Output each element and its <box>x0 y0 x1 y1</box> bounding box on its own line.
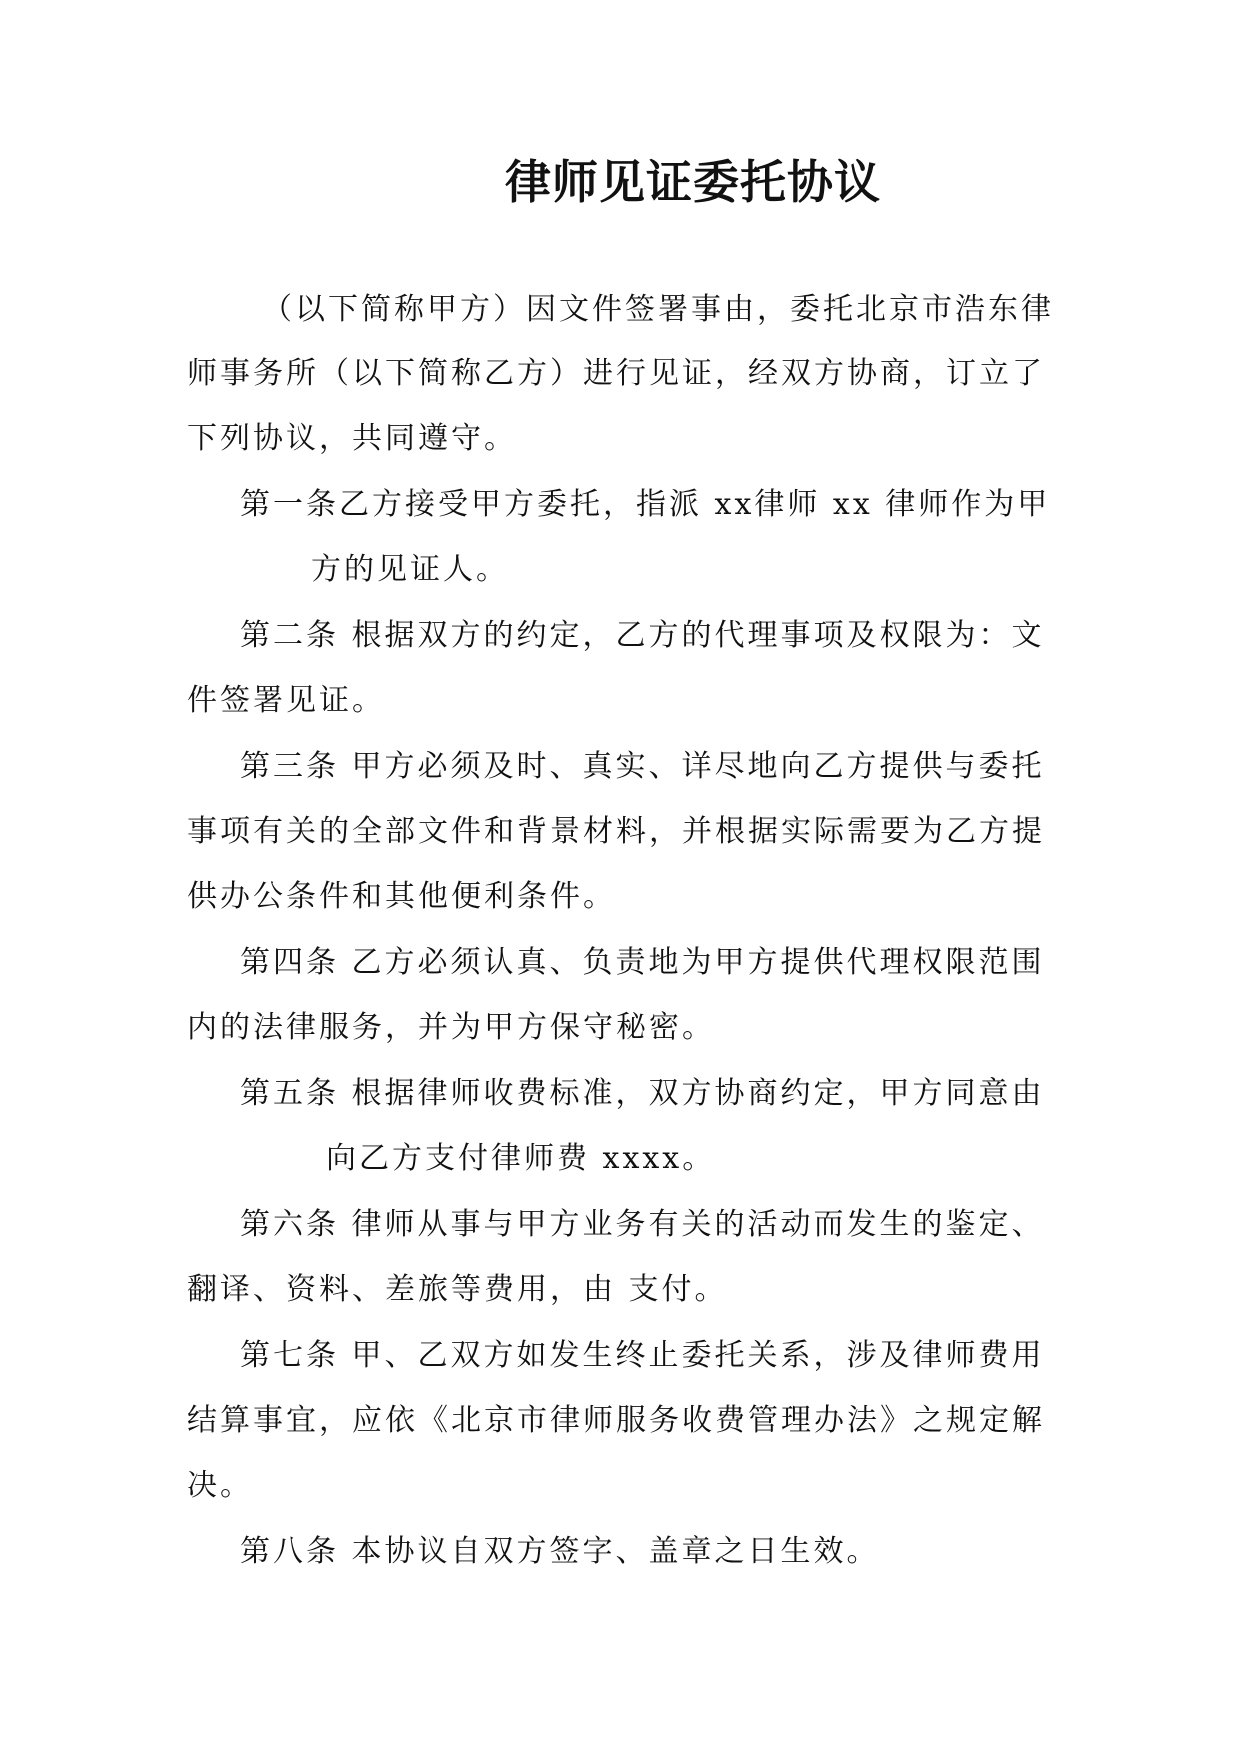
clause-2-line: 件签署见证。 <box>187 683 385 718</box>
clause-6-line: 第六条 律师从事与甲方业务有关的活动而发生的鉴定、 <box>240 1207 1045 1242</box>
clause-5-line: 向乙方支付律师费 xxxx。 <box>326 1141 716 1176</box>
clause-3-line: 第三条 甲方必须及时、真实、详尽地向乙方提供与委托 <box>240 749 1045 784</box>
clause-3-line: 事项有关的全部文件和背景材料，并根据实际需要为乙方提 <box>187 814 1045 849</box>
clause-4-line: 内的法律服务，并为甲方保守秘密。 <box>187 1010 715 1045</box>
clause-8-line: 第八条 本协议自双方签字、盖章之日生效。 <box>240 1534 880 1569</box>
clause-5-line: 第五条 根据律师收费标准，双方协商约定，甲方同意由 <box>240 1076 1045 1111</box>
body-line: 师事务所（以下简称乙方）进行见证，经双方协商，订立了 <box>187 356 1045 391</box>
body-line: （以下简称甲方）因文件签署事由，委托北京市浩东律 <box>262 292 1054 327</box>
clause-6-line: 翻译、资料、差旅等费用，由 支付。 <box>187 1272 728 1307</box>
clause-7-line: 第七条 甲、乙双方如发生终止委托关系，涉及律师费用 <box>240 1338 1045 1373</box>
clause-7-line: 结算事宜，应依《北京市律师服务收费管理办法》之规定解 <box>187 1403 1045 1438</box>
document-title: 律师见证委托协议 <box>505 155 881 209</box>
clause-4-line: 第四条 乙方必须认真、负责地为甲方提供代理权限范围 <box>240 945 1045 980</box>
clause-2-line: 第二条 根据双方的约定，乙方的代理事项及权限为：文 <box>240 618 1045 653</box>
clause-1-line: 第一条乙方接受甲方委托，指派 xx律师 xx 律师作为甲 <box>240 487 1051 522</box>
clause-7-line: 决。 <box>187 1468 253 1503</box>
clause-1-line: 方的见证人。 <box>311 552 509 587</box>
clause-3-line: 供办公条件和其他便利条件。 <box>187 879 616 914</box>
body-line: 下列协议，共同遵守。 <box>187 421 517 456</box>
